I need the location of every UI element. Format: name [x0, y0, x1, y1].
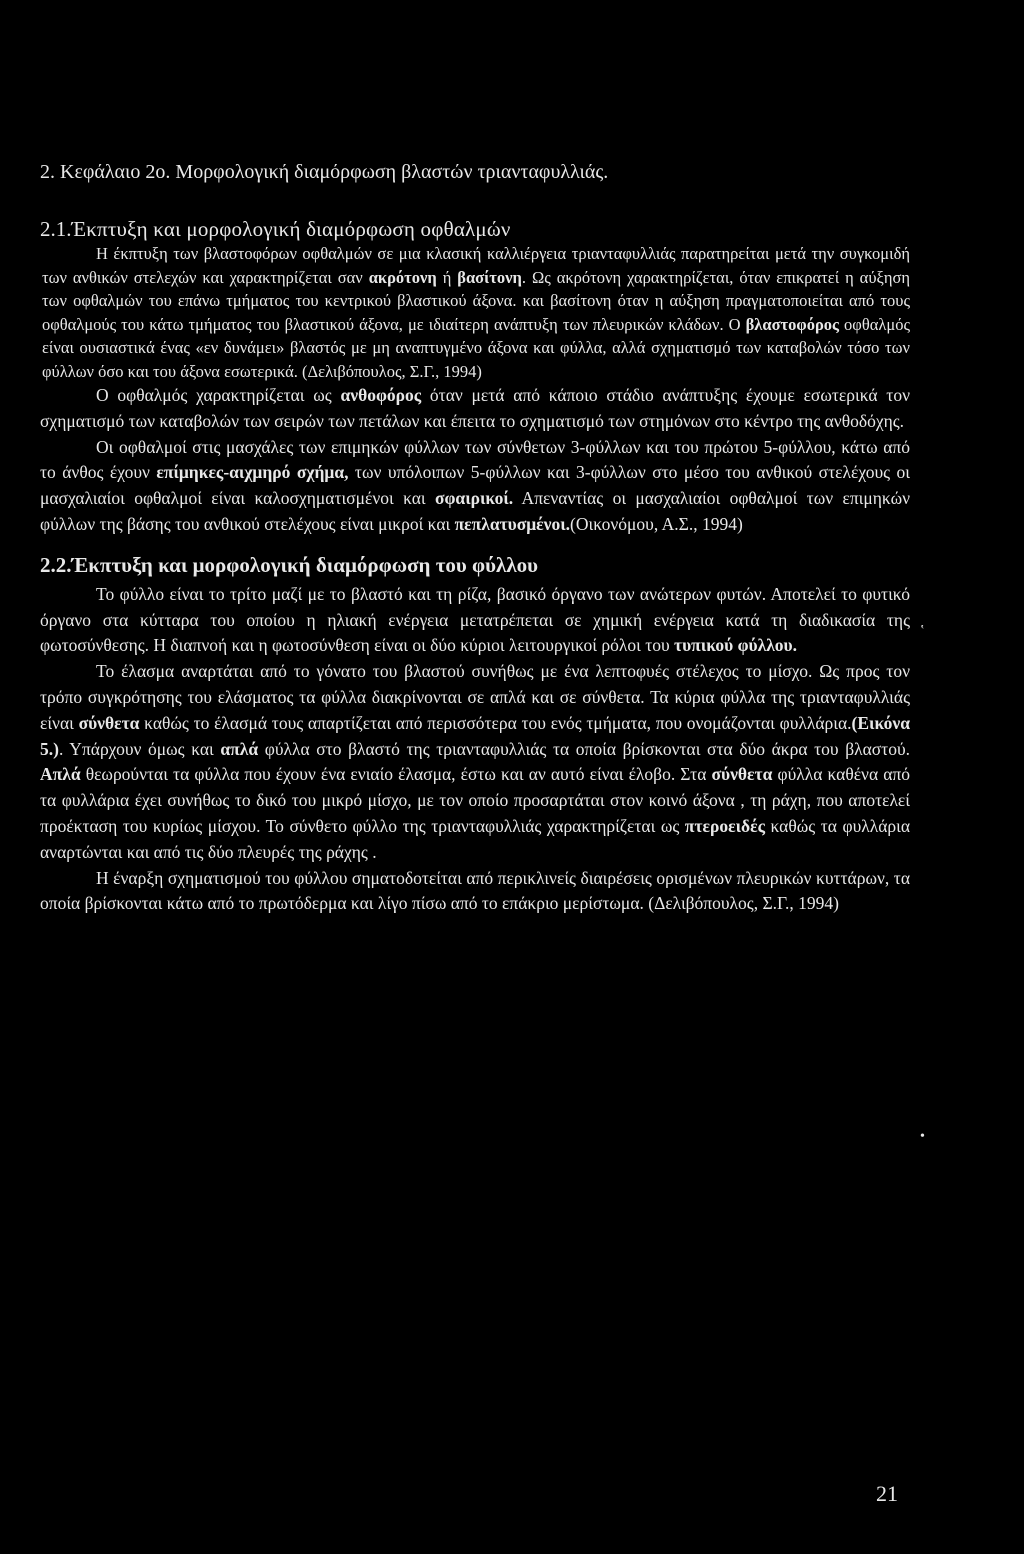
paragraph: [40, 582, 910, 659]
document-page: [40, 158, 911, 917]
bold-term: πεπλατυσμένοι.: [454, 513, 571, 534]
section-number: 2.2.: [40, 552, 72, 577]
section-heading-2-1: [40, 216, 910, 242]
bold-term: επίμηκες-αιχμηρό σχήμα,: [156, 462, 349, 483]
text-run: Η έκπτυξη των βλαστοφόρων οφθαλμών σε μια κλασική καλλιέργεια τριανταφυλλιάς παρατηρείται μετά την συγκομιδή των ανθικών στελεχών και χαρακτηρίζεται σαν: [42, 244, 910, 287]
page-number: 21: [876, 1481, 898, 1506]
margin-mark: •: [920, 1129, 925, 1144]
text-run: Η έναρξη σχηματισμού του φύλλου σηματοδοτείται από περικλινείς διαιρέσεις ορισμένων πλευρικών κυττάρων, τα οποία βρίσκονται κάτω από το πρωτόδερμα και λίγο πίσω από το επάκριο μερίστωμα. (Δελιβόπουλος, Σ.Γ., 1994): [40, 867, 910, 914]
paragraph: [40, 866, 910, 918]
text-run: Το έλασμα αναρτάται από το γόνατο του βλαστού συνήθως με ένα λεπτοφυές στέλεχος το μίσχο. Ως προς τον τρόπο συγκρότησης του ελάσματος τα φύλλα διακρίνονται σε απλά και σε σύνθετα. Τα κύρια φύλλα της τριανταφυλλιάς είναι: [40, 661, 910, 733]
bold-term: απλά: [220, 738, 259, 759]
bold-term: ανθοφόρος: [340, 385, 422, 405]
section-title: Έκπτυξη και μορφολογική διαμόρφωση οφθαλμών: [71, 217, 511, 241]
bold-term: σφαιρικοί.: [434, 488, 514, 509]
text-run: φύλλα καθένα από τα φυλλάρια έχει συνήθως το δικό του μικρό μίσχο, με τον οποίο προσαρτάται στον κοινό άξονα , τη ράχη, που αποτελεί προέκταση του κυρίως μίσχου. Το σύνθετο φύλλο της τριανταφυλλιάς χαρακτηρίζεται ως: [40, 764, 910, 836]
bold-term: πτεροειδές: [684, 815, 765, 836]
text-run: όταν μετά από κάποιο στάδιο ανάπτυξης έχουμε εσωτερικά τον σχηματισμό των καταβολών των σειρών των πετάλων και έπειτα το σχηματισμό των στημόνων στο κέντρο της ανθοδόχης.: [40, 385, 910, 431]
paragraph: [40, 659, 910, 865]
text-run: οφθαλμός είναι ουσιαστικά ένας «εν δυνάμει» βλαστός με μη αναπτυγμένο άξονα και φύλλα, αλλά σχηματισμό των καταβολών τόσο των φύλλων όσο και του άξονα εσωτερικά. (Δελιβόπουλος, Σ.Γ., 1994): [42, 314, 910, 381]
paragraph: [40, 383, 910, 435]
margin-mark: ‛: [920, 623, 925, 638]
chapter-title: 2. Κεφάλαιο 2ο. Μορφολογική διαμόρφωση βλαστών τριανταφυλλιάς.: [40, 161, 609, 183]
bold-term: τυπικού φύλλου.: [674, 635, 798, 656]
text-run: φύλλα στο βλαστό της τριανταφυλλιάς τα οποία βρίσκονται στα δύο άκρα του βλαστού.: [258, 738, 911, 759]
bold-term: σύνθετα: [78, 712, 140, 733]
section-title: Έκπτυξη και μορφολογική διαμόρφωση του φύλλου: [71, 552, 539, 577]
text-run: Το φύλλο είναι το τρίτο μαζί με το βλαστό και τη ρίζα, βασικό όργανο των ανώτερων φυτών. Αποτελεί το φυτικό όργανο στα κύτταρα του οποίου η ηλιακή ενέργεια μετατρέπεται σε χημική ενέργεια κατά τη διαδικασία της φωτοσύνθεσης. Η διαπνοή και η φωτοσύνθεση είναι οι δύο κύριοι λειτουργικοί ρόλοι του: [40, 583, 910, 656]
text-run: Οι οφθαλμοί στις μασχάλες των επιμηκών φύλλων των σύνθετων 3-φύλλων και του πρώτου 5-φύλλου, κάτω από το άνθος έχουν: [40, 436, 910, 483]
text-run: ή: [436, 267, 458, 287]
bold-term: σύνθετα: [711, 764, 773, 785]
text-run: . Ως ακρότονη χαρακτηρίζεται, όταν επικρατεί η αύξηση των οφθαλμών του επάνω τμήματος του κεντρικού βλαστικού άξονα. και βασίτονη όταν η αύξηση πραγματοποιείται από τους οφθαλμούς του κάτω τμήματος του βλαστικού άξονα, με ιδιαίτερη ανάπτυξη των πλευρικών κλάδων. Ο: [42, 267, 910, 334]
section-heading-2-2: [40, 552, 910, 578]
section-number: 2.1.: [40, 217, 72, 241]
bold-term: Απλά: [40, 764, 81, 785]
bold-term: βασίτονη: [457, 267, 522, 287]
paragraph: [40, 435, 910, 538]
text-run: θεωρούνται τα φύλλα που έχουν ένα ενιαίο έλασμα, έστω και αν αυτό είναι έλοβο. Στα: [80, 764, 712, 785]
text-run: Ο οφθαλμός χαρακτηρίζεται ως: [96, 385, 341, 405]
bold-term: ακρότονη: [368, 267, 437, 287]
text-run: . Υπάρχουν όμως και: [58, 738, 221, 759]
text-run: των υπόλοιπων 5-φύλλων και 3-φύλλων στο μέσο του ανθικού στελέχους οι μασχαλιαίοι οφθαλμοί είναι καλοσχηματισμένοι και: [40, 462, 910, 509]
bold-term: (Εικόνα 5.): [40, 712, 910, 759]
paragraph: [42, 242, 910, 383]
text-run: Απεναντίας οι μασχαλιαίοι οφθαλμοί των επιμηκών φύλλων της βάσης του ανθικού στελέχους είναι μικροί και: [40, 488, 910, 534]
bold-term: βλαστοφόρος: [745, 314, 840, 334]
text-run: (Οικονόμου, Α.Σ., 1994): [570, 513, 743, 534]
text-run: καθώς το έλασμά τους απαρτίζεται από περισσότερα του ενός τμήματα, που ονομάζονται φυλλάρια.: [139, 712, 852, 733]
text-run: καθώς τα φυλλάρια αναρτώνται και από τις δύο πλευρές της ράχης .: [40, 815, 910, 862]
